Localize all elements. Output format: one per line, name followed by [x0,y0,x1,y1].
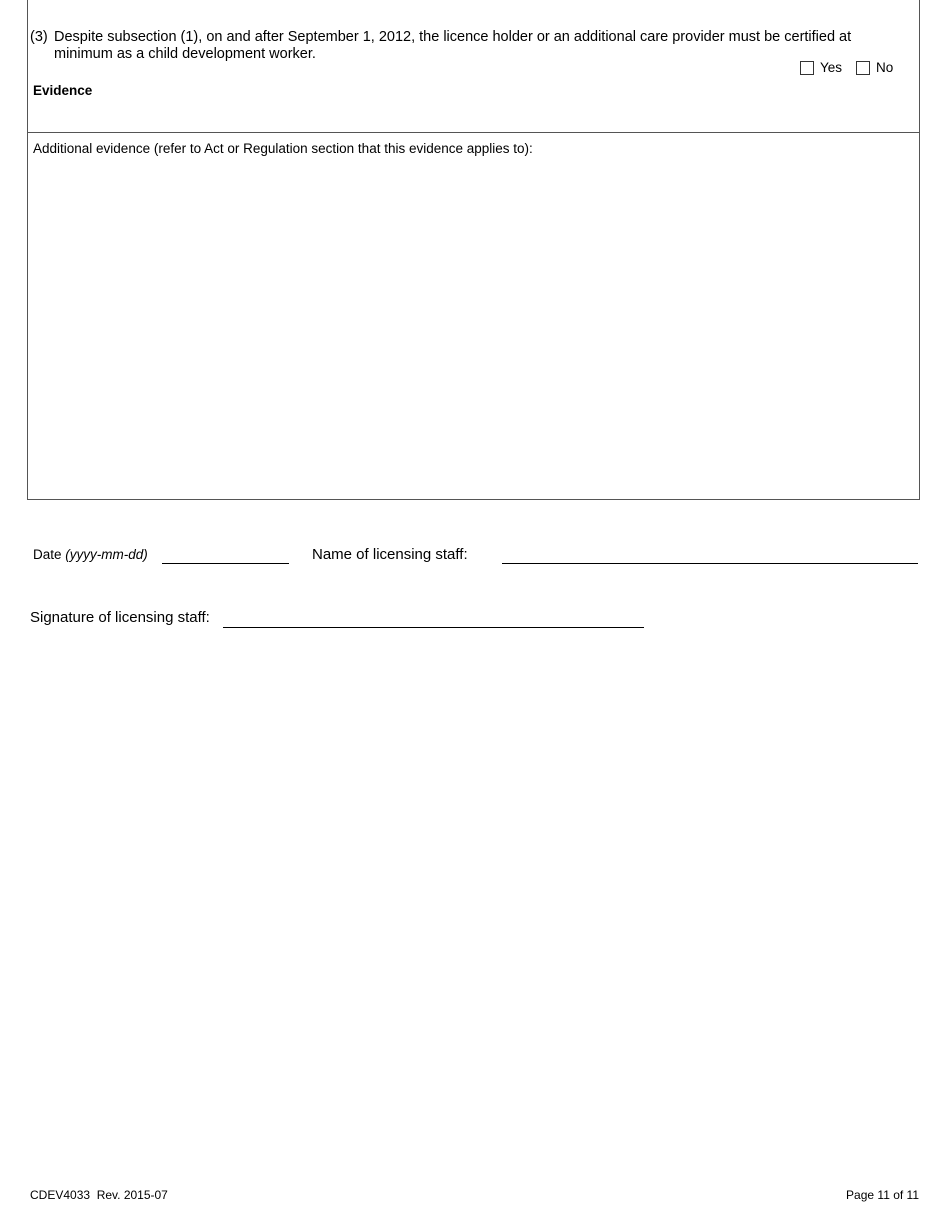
requirement-box [27,0,920,133]
no-option[interactable] [856,60,893,76]
yes-option[interactable] [800,60,842,76]
additional-evidence-label: Additional evidence (refer to Act or Regulation section that this evidence applies to): [33,141,533,156]
name-label: Name of licensing staff: [312,546,468,563]
yes-checkbox[interactable] [800,61,814,75]
signature-field[interactable] [223,627,644,628]
date-format-hint: (yyyy-mm-dd) [65,547,148,562]
additional-evidence-field[interactable] [27,133,920,500]
name-field[interactable] [502,563,918,564]
date-label [33,547,148,563]
date-field[interactable] [162,563,289,564]
no-checkbox[interactable] [856,61,870,75]
date-label-text: Date [33,547,62,562]
requirement-number: (3) [30,29,48,45]
evidence-label: Evidence [33,83,93,98]
form-id: CDEV4033 Rev. 2015-07 [30,1188,168,1202]
no-label: No [876,60,894,75]
requirement-text-line-2: minimum as a child development worker. [54,46,316,62]
signature-label: Signature of licensing staff: [30,609,210,626]
page-number: Page 11 of 11 [846,1188,919,1202]
requirement-text [54,29,916,63]
yes-label: Yes [820,60,843,75]
requirement-text-line-1: Despite subsection (1), on and after September 1, 2012, the licence holder or an additional care provider must be certified at [54,29,852,45]
